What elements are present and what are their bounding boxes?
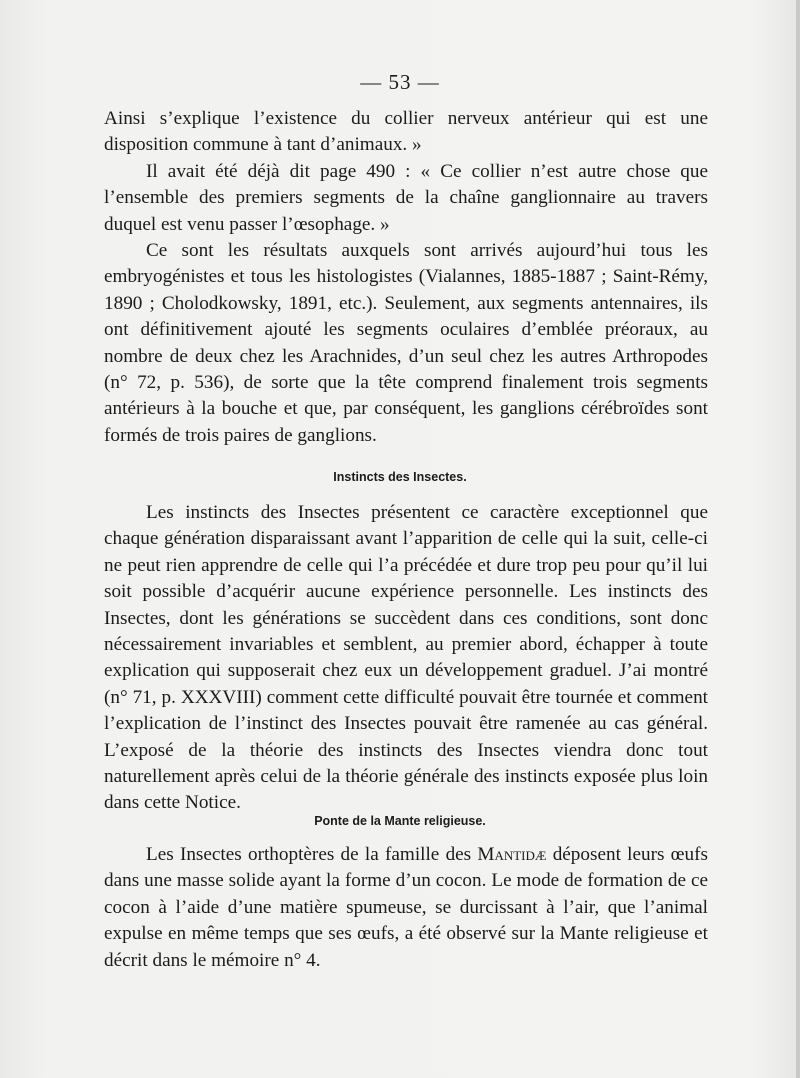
paragraph: Ce sont les résultats auxquels sont arrivés aujourd’hui tous les embryogénistes et tous les histologistes (Vialannes, 1885-1887 ; Saint-Rémy, 1890 ; Cholodkowsky, 1891, etc.). Seulement, aux segments antennaires, ils ont définitivement ajouté les segments oculaires d’emblée préoraux, au nombre de deux chez les Arachnides, d’un seul chez les autres Arthropodes (n° 72, p. 536), de sorte que la tête comprend finalement trois segments antérieurs à la bouche et que, par conséquent, les ganglions cérébroïdes sont formés de trois paires de ganglions. <box>104 240 708 446</box>
paragraph-text: déposent leurs œufs dans une masse solide ayant la forme d’un cocon. Le mode de formation de ce cocon à l’aide d’une matière spumeuse, se durcissant à l’air, que l’animal expulse en même temps que ses œufs, a été observé sur la Mante religieuse et décrit dans le mémoire n° 4. <box>104 844 708 971</box>
paragraph: Il avait été déjà dit page 490 : « Ce collier n’est autre chose que l’ensemble des premiers segments de la chaîne ganglionnaire au travers duquel est venu passer l’œsophage. » <box>104 160 708 235</box>
paragraph-text: Les Insectes orthoptères de la famille des <box>146 844 478 865</box>
paragraph: Ainsi s’explique l’existence du collier nerveux antérieur qui est une disposition commune à tant d’animaux. » <box>104 108 708 156</box>
section-heading: Ponte de la Mante religieuse. <box>314 814 486 828</box>
text-block-2 <box>104 500 708 817</box>
page-number: — 53 — <box>360 70 440 94</box>
paragraph <box>104 842 708 974</box>
text-block-1 <box>104 106 708 449</box>
section-heading: Instincts des Insectes. <box>333 470 467 484</box>
paragraph: Les instincts des Insectes présentent ce caractère exceptionnel que chaque génération disparaissant avant l’apparition de celle qui la suit, celle-ci ne peut rien apprendre de celle qui l’a précédée et dure trop peu pour qu’il lui soit possible d’acquérir aucune expérience personnelle. Les instincts des Insectes, dont les générations se succèdent dans ces conditions, sont donc nécessairement invariables et semblent, au premier abord, échapper à toute explication qui supposerait chez eux un développement graduel. J’ai montré (n° 71, p. XXXVIII) comment cette difficulté pouvait être tournée et comment l’explication de l’instinct des Insectes pouvait être ramenée au cas général. L’exposé de la théorie des instincts des Insectes viendra donc tout naturellement après celui de la théorie générale des instincts exposée plus loin dans cette Notice. <box>104 502 708 814</box>
family-name: Mantidæ <box>477 844 547 865</box>
text-block-3 <box>104 842 708 974</box>
page-edge <box>796 0 800 1078</box>
